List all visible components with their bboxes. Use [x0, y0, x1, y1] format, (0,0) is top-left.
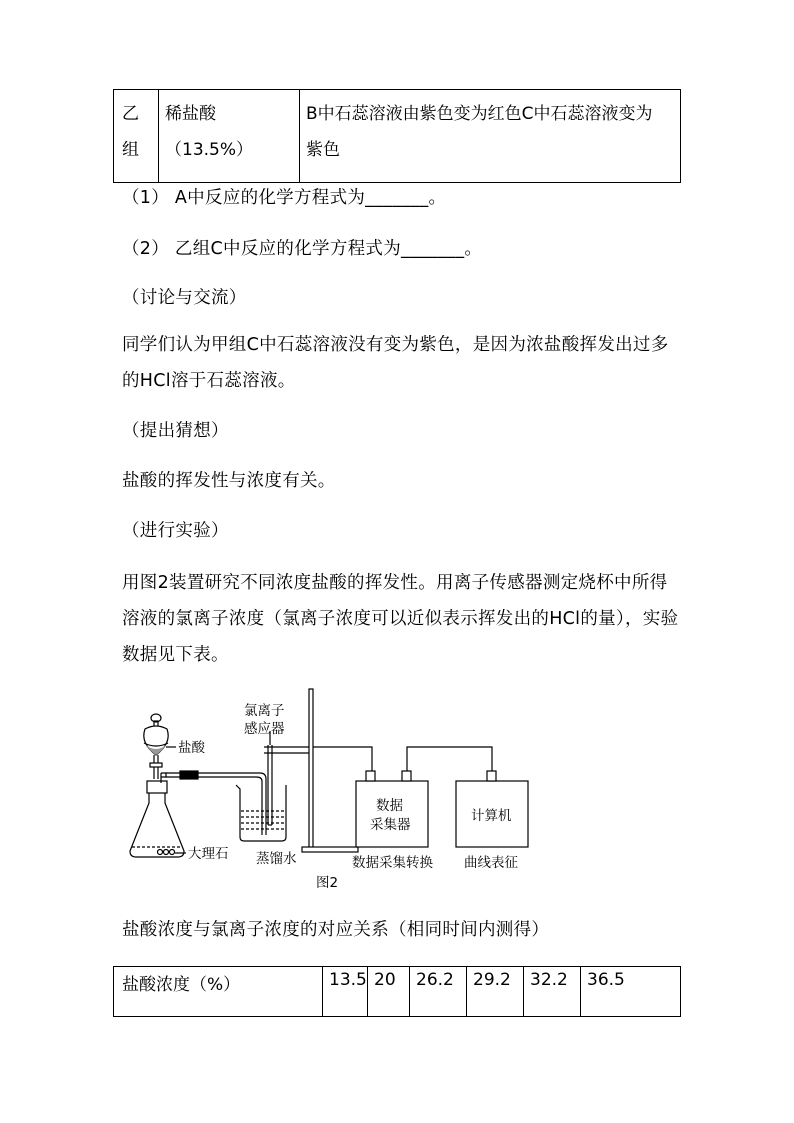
table-row: [114, 967, 681, 1017]
figure-caption: 图2: [316, 875, 339, 891]
acid-label: 盐酸: [178, 740, 205, 756]
value-cell: 20: [368, 967, 410, 1017]
sensor-cable: [313, 747, 372, 771]
computer-caption: 曲线表征: [464, 855, 518, 871]
value-cell: 26.2: [410, 967, 467, 1017]
value-cell: 36.5: [581, 967, 681, 1017]
reagent-cell: [159, 90, 300, 183]
phenomenon-cell: [300, 90, 681, 183]
group-label: 乙组: [122, 104, 139, 160]
value-cell: 32.2: [524, 967, 581, 1017]
group-cell: [114, 90, 159, 183]
collector-label-line1: 数据: [376, 798, 403, 814]
value-cell: 13.5: [323, 967, 368, 1017]
value-cell: 29.2: [467, 967, 524, 1017]
table-caption: 盐酸浓度与氯离子浓度的对应关系（相同时间内测得）: [122, 920, 550, 940]
experiment-heading: （进行实验）: [122, 521, 229, 541]
apparatus-diagram: [110, 685, 550, 897]
computer-label: 计算机: [471, 808, 512, 824]
experiment-body: 用图2装置研究不同浓度盐酸的挥发性。用离子传感器测定烧杯中所得溶液的氯离子浓度（氯离子浓度可以近似表示挥发出的HCl的量），实验数据见下表。: [122, 573, 679, 665]
link-cable: [407, 747, 492, 771]
discussion-body: 同学们认为甲组C中石蕊溶液没有变为紫色，是因为浓盐酸挥发出过多的HCl溶于石蕊溶液。: [122, 335, 669, 391]
header-cell: 盐酸浓度（%）: [114, 967, 323, 1017]
question-1: （1） A中反应的化学方程式为_______。: [122, 188, 447, 208]
collector-label-line2: 采集器: [370, 817, 411, 833]
sensor-label-line1: 氯离子: [244, 703, 285, 719]
concentration-table: [113, 966, 681, 1017]
hypothesis-heading: （提出猜想）: [122, 421, 229, 441]
reagent-name: 稀盐酸: [165, 104, 216, 124]
separatory-funnel: [144, 714, 168, 779]
marble-label: 大理石: [188, 846, 229, 862]
collector-caption: 数据采集转换: [352, 855, 433, 871]
sensor-label-line2: 感应器: [244, 721, 285, 737]
iron-stand: [302, 689, 358, 852]
table-row: [114, 90, 681, 183]
reagent-concentration: （13.5%）: [165, 140, 254, 160]
water-label: 蒸馏水: [256, 851, 297, 867]
question-2: （2） 乙组C中反应的化学方程式为_______。: [122, 239, 483, 259]
delivery-tube: [161, 771, 266, 835]
discussion-heading: （讨论与交流）: [122, 288, 247, 308]
conical-flask: [130, 781, 184, 857]
beaker: [236, 785, 286, 841]
hypothesis-body: 盐酸的挥发性与浓度有关。: [122, 471, 336, 491]
top-table: [113, 89, 681, 183]
phenomenon-text: B中石蕊溶液由紫色变为红色C中石蕊溶液变为紫色: [306, 104, 653, 160]
sensor-probe: [264, 731, 310, 825]
